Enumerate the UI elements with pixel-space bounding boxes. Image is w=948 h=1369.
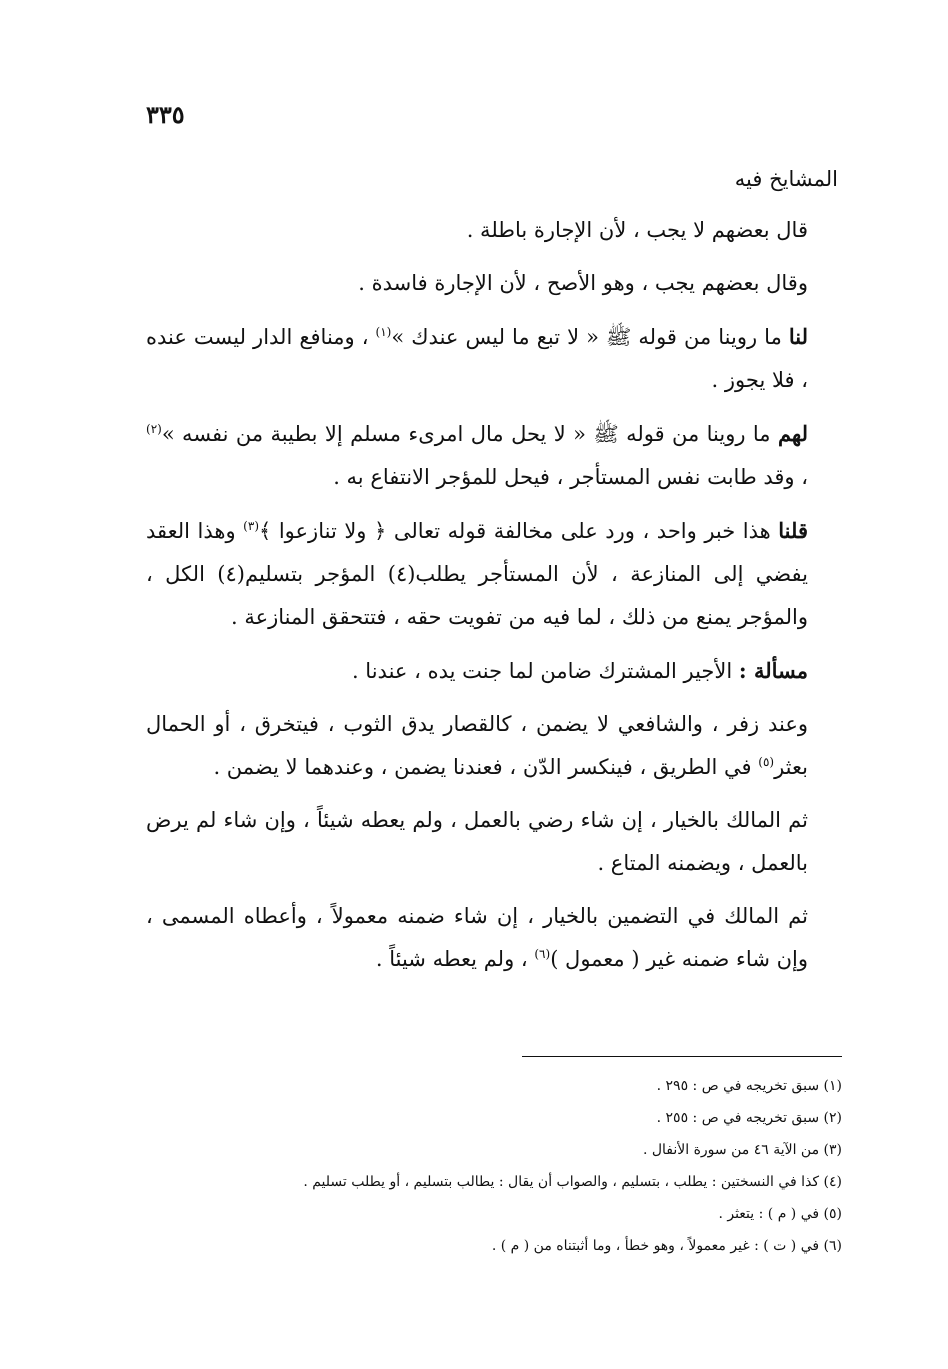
paragraph-text: ثم المالك في التضمين بالخيار ، إن شاء ضمنه معمولاً ، وأعطاه المسمى ، وإن شاء ضمنه غير ( معمول )	[146, 904, 808, 971]
paragraph-tail: وهذا العقد يفضي إلى المنازعة ، لأن المستأجر يطلب(٤) المؤجر بتسليم(٤) الكل ، والمؤجر يمنع من ذلك ، لما فيه من تفويت حقه ، فتتحقق المنازعة .	[146, 519, 808, 629]
paragraph	[146, 799, 838, 885]
paragraph	[146, 895, 838, 981]
paragraph-text: ما روينا من قوله ﷺ « لا تبع ما ليس عندك »	[391, 325, 789, 349]
page-number: ٣٣٥	[146, 100, 185, 129]
paragraph	[146, 509, 838, 639]
footnote-marker: (٦)	[534, 947, 551, 961]
footnote-marker: (١)	[375, 325, 392, 339]
paragraph-text: وعند زفر ، والشافعي لا يضمن ، كالقصار يدق الثوب ، فيتخرق ، أو الحمال بعثر	[146, 712, 808, 779]
paragraph	[146, 649, 838, 693]
footnote-marker: (٢)	[146, 422, 162, 436]
paragraph-tail: ، ومنافع الدار ليست عنده ، فلا يجوز .	[146, 325, 808, 392]
footnote-marker: (٥)	[758, 755, 775, 769]
paragraph-text: هذا خبر واحد ، ورد على مخالفة قوله تعالى ﴿ ولا تنازعوا ﴾	[259, 519, 779, 543]
footnote: (٣) من الآية ٤٦ من سورة الأنفال .	[642, 1142, 842, 1158]
paragraph-text: المشايخ فيه	[734, 167, 838, 191]
paragraph-lead: لنا	[788, 324, 808, 349]
footnote: (٦) في ( ت ) : غير معمولاً ، وهو خطأ ، وما أثبتناه من ( م ) .	[491, 1238, 842, 1254]
paragraph-lead: لهم	[777, 421, 808, 446]
footnote: (١) سبق تخريجه في ص : ٢٩٥ .	[656, 1078, 842, 1094]
paragraph-tail: ، ولم يعطه شيئاً .	[375, 947, 535, 971]
footnote: (٢) سبق تخريجه في ص : ٢٥٥ .	[656, 1110, 842, 1126]
footnote: (٤) كذا في النسختين : يطلب ، بتسليم ، والصواب أن يقال : يطالب بتسليم ، أو يطلب تسليم .	[303, 1174, 842, 1190]
paragraph	[146, 315, 838, 402]
paragraph-lead: مسألة :	[738, 658, 808, 683]
paragraph-text: ثم المالك بالخيار ، إن شاء رضي بالعمل ، ولم يعطه شيئاً ، وإن شاء لم يرض بالعمل ، ويضمنه المتاع .	[146, 808, 808, 875]
footnote: (٥) في ( م ) : يتعثر .	[718, 1206, 842, 1222]
paragraph-text: ما روينا من قوله ﷺ « لا يحل مال امرىء مسلم إلا بطيبة من نفسه »	[161, 422, 778, 446]
paragraph-tail: ، وقد طابت نفس المستأجر ، فيحل للمؤجر الانتفاع به .	[333, 465, 808, 489]
footnote-marker: (٣)	[243, 519, 259, 533]
paragraph-text: الأجير المشترك ضامن لما جنت يده ، عندنا .	[351, 659, 739, 683]
paragraph	[146, 158, 838, 201]
paragraph	[146, 412, 838, 499]
paragraph	[146, 262, 838, 305]
paragraph	[146, 209, 838, 252]
paragraph	[146, 703, 838, 789]
footnote-divider	[522, 1056, 842, 1057]
paragraph-tail: في الطريق ، فينكسر الدّن ، فعندنا يضمن ، وعندهما لا يضمن .	[213, 755, 759, 779]
paragraph-text: وقال بعضهم يجب ، وهو الأصح ، لأن الإجارة فاسدة .	[358, 271, 808, 295]
paragraph-text: قال بعضهم لا يجب ، لأن الإجارة باطلة .	[466, 218, 808, 242]
main-text	[146, 158, 838, 991]
paragraph-lead: قلنا	[778, 518, 808, 543]
footnotes	[142, 1070, 842, 1262]
